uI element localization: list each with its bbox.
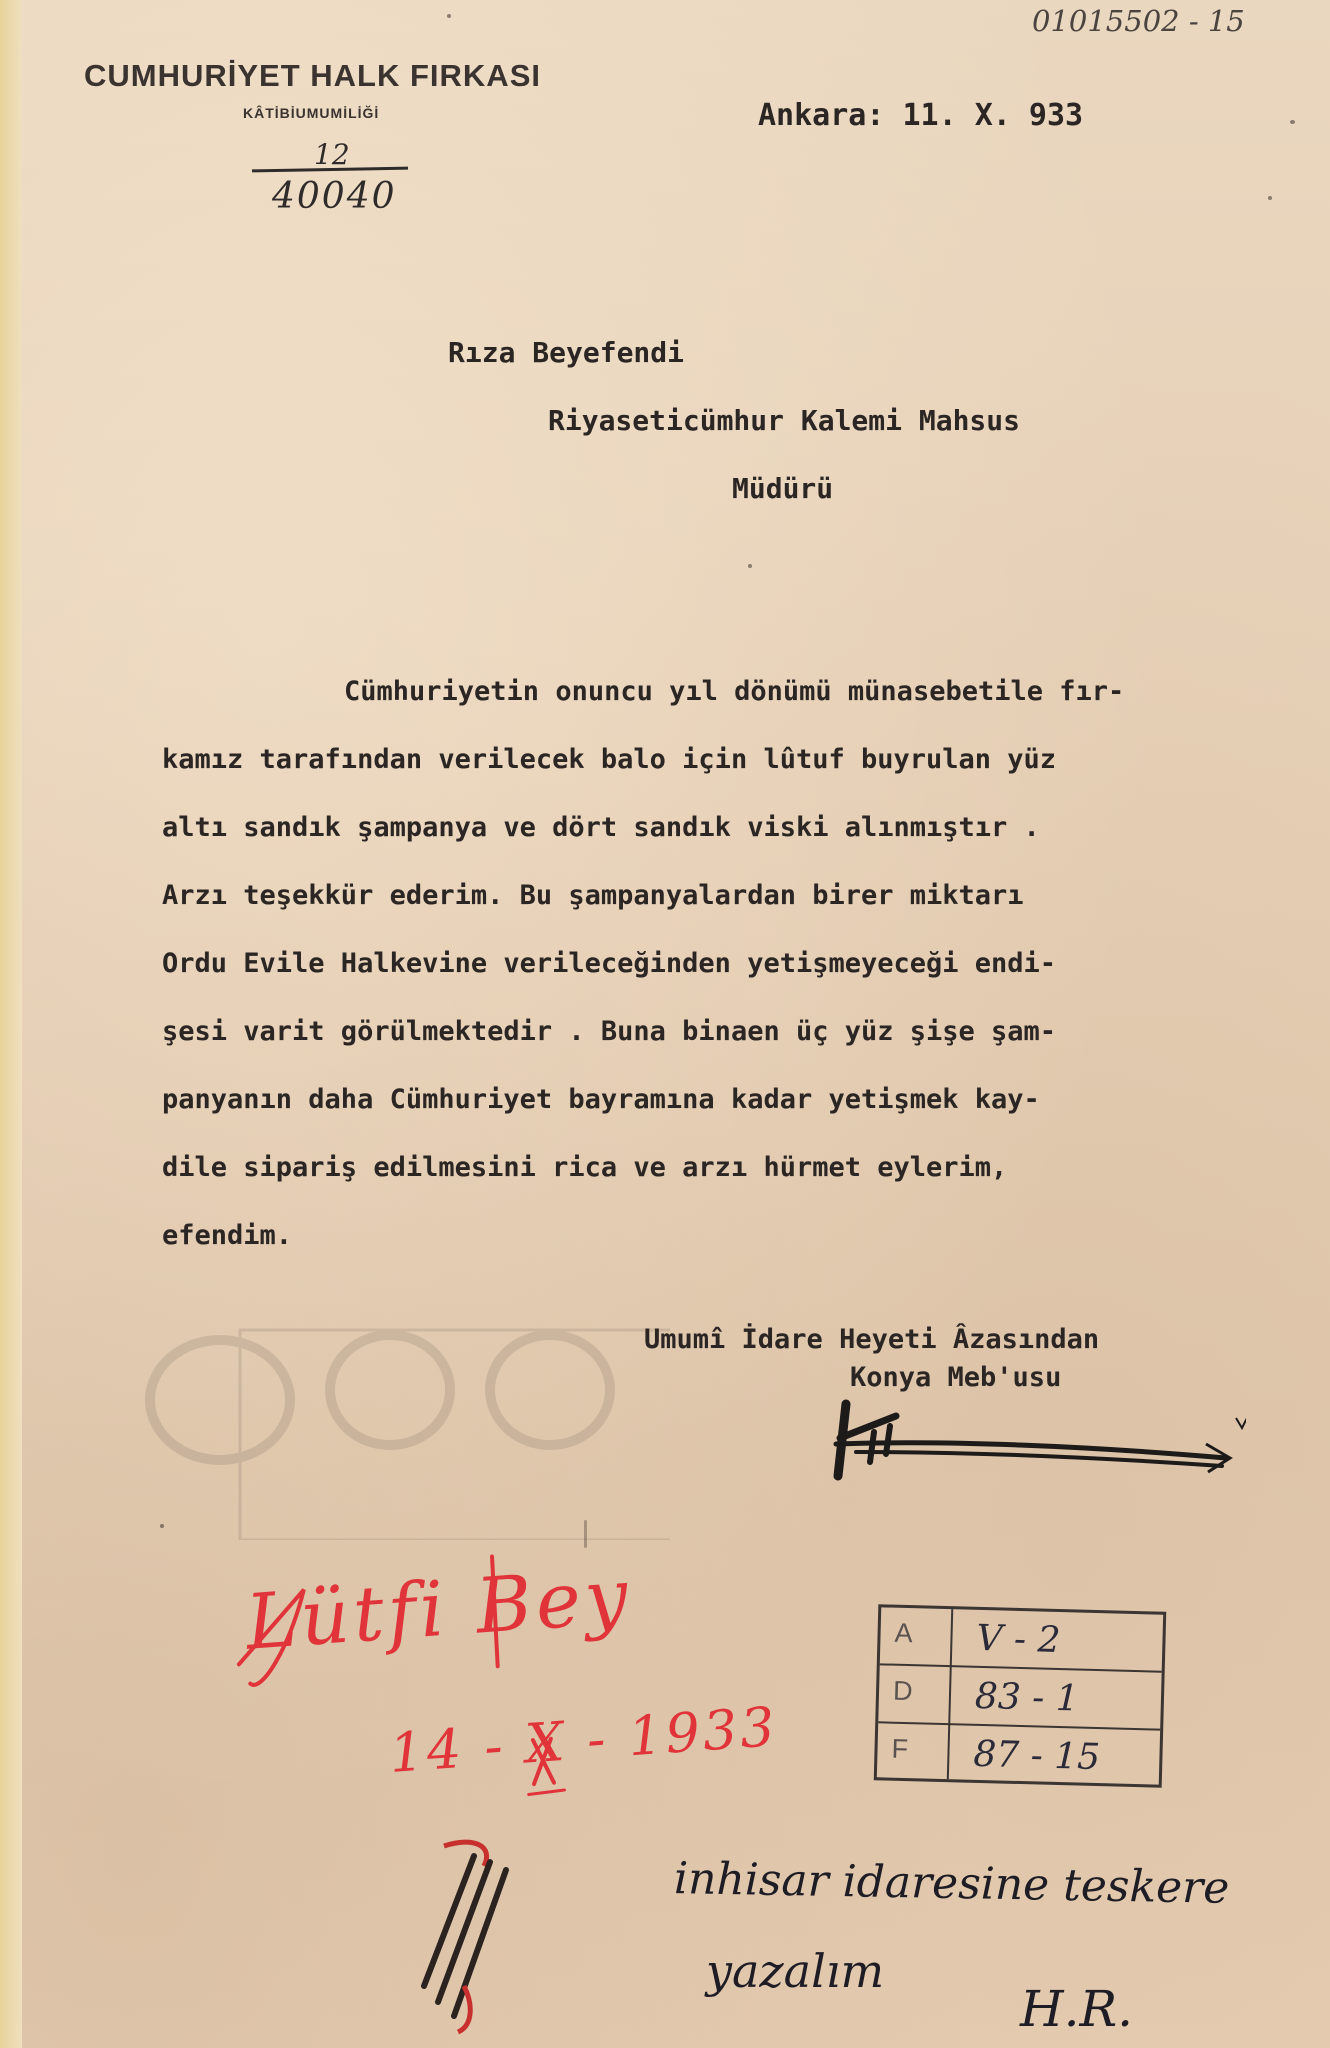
handwritten-note-line-2: yazalım xyxy=(706,1944,885,1998)
signatory-constituency: Konya Meb'usu xyxy=(850,1362,1062,1393)
letter-date: Ankara: 11. X. 933 xyxy=(758,98,1084,133)
body-line: efendim. xyxy=(162,1220,293,1251)
page-edge xyxy=(0,0,22,2048)
ink-speck xyxy=(1268,196,1272,200)
handwritten-initials: H.R. xyxy=(1020,1980,1134,2038)
stamp-letter: F xyxy=(891,1733,909,1765)
stamp-row-a xyxy=(880,1607,1163,1672)
embossed-seal xyxy=(30,1280,670,1540)
stamp-value: 83 - 1 xyxy=(974,1675,1080,1720)
registry-stamp xyxy=(874,1604,1167,1787)
body-line: şesi varit görülmektedir . Buna binaen üç yüz şişe şam- xyxy=(162,1016,1057,1047)
letterhead-department: KÂTİBİUMUMİLİĞİ xyxy=(243,105,380,121)
body-line: kamız tarafından verilecek balo için lûtuf buyrulan yüz xyxy=(162,744,1057,775)
body-line: Cümhuriyetin onuncu yıl dönümü münasebetile fır- xyxy=(344,676,1125,707)
handwritten-note-line-1: inhisar idaresine teskere xyxy=(673,1853,1230,1914)
red-hatch-mark xyxy=(414,1836,524,2036)
stamp-row-d xyxy=(878,1665,1161,1730)
ink-speck xyxy=(1290,120,1295,124)
reference-number-top: 12 xyxy=(314,138,350,171)
body-line: Ordu Evile Halkevine verileceğinden yetişmeyeceği endi- xyxy=(162,948,1057,979)
addressee-name: Rıza Beyefendi xyxy=(448,336,685,369)
stamp-letter: D xyxy=(892,1675,913,1707)
red-note-name: Lütfi Bey xyxy=(242,1550,635,1667)
body-line: Arzı teşekkür ederim. Bu şampanyalardan birer miktarı xyxy=(162,880,1024,911)
ink-speck xyxy=(748,564,752,568)
reference-number-bottom: 40040 xyxy=(272,176,397,217)
stamp-value: V - 2 xyxy=(975,1617,1061,1662)
handwritten-signature xyxy=(826,1392,1246,1492)
archive-number: 01015502 - 15 xyxy=(1032,4,1245,38)
addressee-title: Müdürü xyxy=(732,472,834,505)
body-line: altı sandık şampanya ve dört sandık viski alınmıştır . xyxy=(162,812,1040,843)
signatory-title: Umumî İdare Heyeti Âzasından xyxy=(644,1324,1100,1355)
fold-mark xyxy=(584,1520,587,1548)
body-line: panyanın daha Cümhuriyet bayramına kadar yetişmek kay- xyxy=(162,1084,1040,1115)
ink-speck xyxy=(447,14,451,18)
addressee-office: Riyaseticümhur Kalemi Mahsus xyxy=(548,404,1021,437)
stamp-value: 87 - 15 xyxy=(972,1733,1101,1779)
red-note-date: 14 - X - 1933 xyxy=(387,1695,780,1785)
stamp-row-f xyxy=(877,1723,1160,1788)
stamp-letter: A xyxy=(894,1617,914,1649)
body-line: dile sipariş edilmesini rica ve arzı hürmet eylerim, xyxy=(162,1152,1008,1183)
ink-speck xyxy=(160,1524,164,1528)
reference-divider xyxy=(252,167,408,173)
letterhead-organization: CUMHURİYET HALK FIRKASI xyxy=(84,58,541,93)
